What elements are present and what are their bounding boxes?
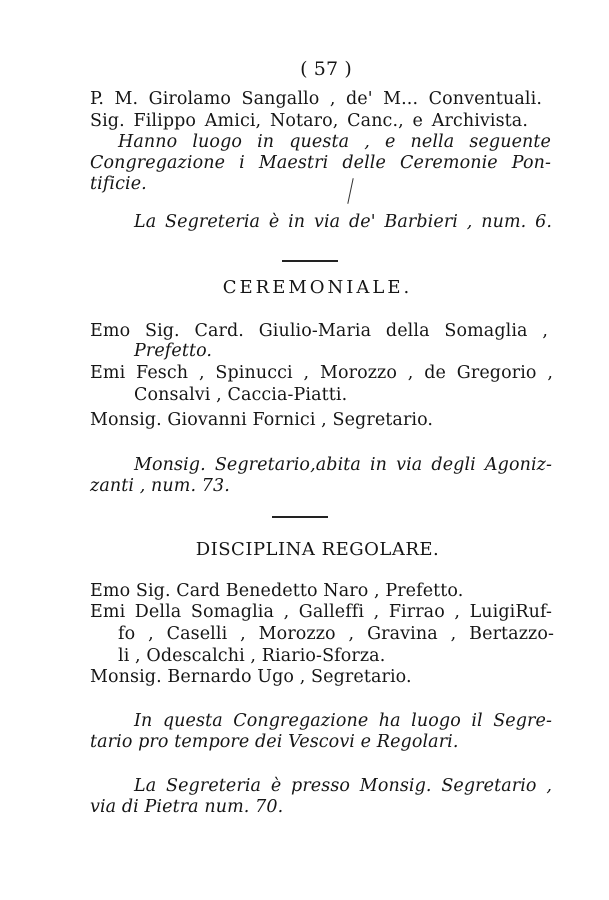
text-line: Sig. Filippo Amici, Notaro, Canc., e Archivista. — [90, 111, 528, 131]
section-rule — [272, 516, 328, 518]
page-number: ( 57 ) — [300, 58, 352, 80]
section-heading: CEREMONIALE. — [222, 277, 413, 298]
ink-mark — [347, 178, 353, 204]
text-line: tario pro tempore dei Vescovi e Regolari. — [90, 732, 459, 752]
text-line: li , Odescalchi , Riario-Sforza. — [118, 646, 386, 666]
text-line: via di Pietra num. 70. — [90, 797, 284, 817]
text-line: Emi Fesch , Spinucci , Morozzo , de Gregorio , — [90, 363, 553, 383]
text-line: Prefetto. — [134, 341, 213, 361]
section-heading: DISCIPLINA REGOLARE. — [195, 539, 440, 560]
text-line: fo , Caselli , Morozzo , Gravina , Bertazzo- — [118, 624, 554, 644]
text-line: Consalvi , Caccia-Piatti. — [134, 385, 348, 405]
section-rule — [282, 260, 338, 262]
text-line: In questa Congregazione ha luogo il Segre- — [134, 711, 552, 731]
text-line: Monsig. Segretario,abita in via degli Agoniz- — [134, 455, 552, 475]
text-line: La Segreteria è presso Monsig. Segretario , — [134, 776, 552, 796]
text-line: Monsig. Giovanni Fornici , Segretario. — [90, 410, 434, 430]
text-line: Hanno luogo in questa , e nella seguente — [118, 132, 551, 152]
text-line: P. M. Girolamo Sangallo , de' M... Conventuali. — [90, 89, 542, 109]
text-line: Emo Sig. Card. Giulio-Maria della Somaglia , — [90, 321, 548, 341]
text-line: Emi Della Somaglia , Galleffi , Firrao , LuigiRuf- — [90, 602, 552, 622]
text-line: tificie. — [90, 174, 147, 194]
text-line: zanti , num. 73. — [90, 476, 230, 496]
text-line: Monsig. Bernardo Ugo , Segretario. — [90, 667, 412, 687]
text-line: Emo Sig. Card Benedetto Naro , Prefetto. — [90, 581, 464, 601]
text-line: La Segreteria è in via de' Barbieri , num. 6. — [134, 212, 552, 232]
text-line: Congregazione i Maestri delle Ceremonie Pon- — [90, 153, 551, 173]
